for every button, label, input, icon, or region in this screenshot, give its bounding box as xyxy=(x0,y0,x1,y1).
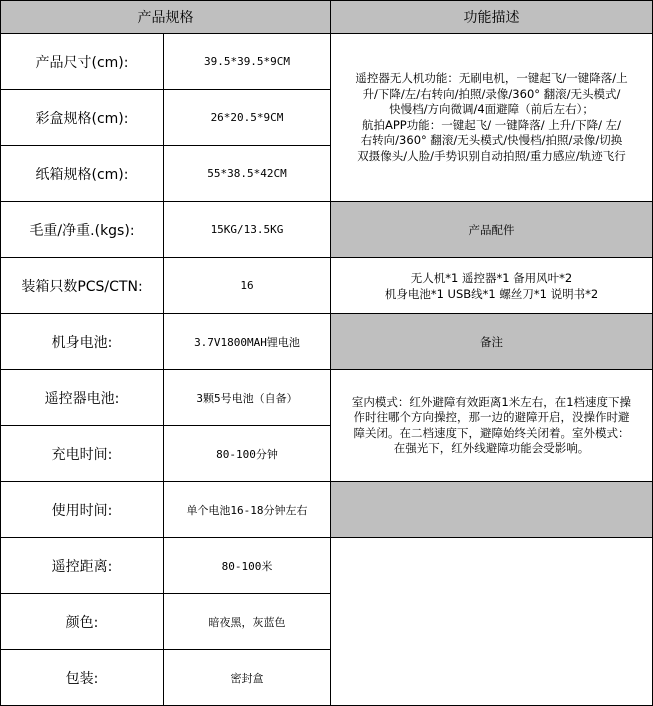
spec-label-charge-time: 充电时间: xyxy=(0,426,164,482)
function-line: 右转向/360° 翻滚/无头模式/快慢档/拍照/录像/切换 xyxy=(360,133,623,147)
spec-value-weight: 15KG/13.5KG xyxy=(164,202,331,258)
spec-value-remote-distance: 80-100米 xyxy=(164,538,331,594)
spec-label-remote-battery: 遥控器电池: xyxy=(0,370,164,426)
function-line: 双摄像头/人脸/手势识别自动拍照/重力感应/轨迹飞行 xyxy=(357,148,626,163)
spec-value-size: 39.5*39.5*9CM xyxy=(164,34,331,90)
spec-value-body-battery: 3.7V1800MAH锂电池 xyxy=(164,314,331,370)
spec-value-packaging: 密封盒 xyxy=(164,650,331,706)
spec-label-carton: 纸箱规格(cm): xyxy=(0,146,164,202)
empty-area xyxy=(331,538,653,706)
notes-cell xyxy=(331,370,653,482)
spec-label-color-box: 彩盒规格(cm): xyxy=(0,90,164,146)
spec-label-color: 颜色: xyxy=(0,594,164,650)
spec-value-pcs-per-ctn: 16 xyxy=(164,258,331,314)
accessories-line: 机身电池*1 USB线*1 螺丝刀*1 说明书*2 xyxy=(384,286,599,301)
functions-header: 功能描述 xyxy=(331,0,653,34)
spec-value-use-time: 单个电池16-18分钟左右 xyxy=(164,482,331,538)
function-line: 快慢档/方向微调/4面避障（前后左右）； xyxy=(389,102,594,116)
empty-grey-band xyxy=(331,482,653,538)
accessories-cell xyxy=(331,258,653,314)
function-description-cell xyxy=(331,34,653,202)
accessories-list xyxy=(385,270,598,302)
spec-label-weight: 毛重/净重.(kgs): xyxy=(0,202,164,258)
accessories-header: 产品配件 xyxy=(331,202,653,258)
spec-label-use-time: 使用时间: xyxy=(0,482,164,538)
notes-line: 室内模式：红外避障有效距离1米左右，在1档速度下操 xyxy=(351,394,632,409)
accessories-line: 无人机*1 遥控器*1 备用风叶*2 xyxy=(410,270,573,285)
spec-label-packaging: 包装: xyxy=(0,650,164,706)
spec-value-charge-time: 80-100分钟 xyxy=(164,426,331,482)
spec-value-color: 暗夜黑，灰蓝色 xyxy=(164,594,331,650)
notes-header: 备注 xyxy=(331,314,653,370)
specs-header: 产品规格 xyxy=(0,0,331,34)
notes-line: 在强光下，红外线避障功能会受影响。 xyxy=(393,441,590,455)
function-description xyxy=(335,71,648,164)
spec-value-remote-battery: 3颗5号电池（自备） xyxy=(164,370,331,426)
notes-line: 障关闭。在二档速度下，避障始终关闭着。室外模式： xyxy=(353,425,630,440)
function-line: 航拍APP功能：一键起飞/ 一键降落/ 上升/下降/ 左/ xyxy=(361,117,622,132)
function-line: 升/下降/左/右转向/拍照/录像/360° 翻滚/无头模式/ xyxy=(362,86,621,101)
notes-line: 作时往哪个方向操控，那一边的避障开启，没操作时避 xyxy=(353,410,630,424)
spec-value-carton: 55*38.5*42CM xyxy=(164,146,331,202)
spec-value-color-box: 26*20.5*9CM xyxy=(164,90,331,146)
spec-label-size: 产品尺寸(cm): xyxy=(0,34,164,90)
function-line: 遥控器无人机功能：无刷电机，一键起飞/一键降落/上 xyxy=(355,71,628,85)
spec-label-pcs-per-ctn: 装箱只数PCS/CTN: xyxy=(0,258,164,314)
spec-label-body-battery: 机身电池: xyxy=(0,314,164,370)
spec-label-remote-distance: 遥控距离: xyxy=(0,538,164,594)
notes-text xyxy=(335,395,648,457)
